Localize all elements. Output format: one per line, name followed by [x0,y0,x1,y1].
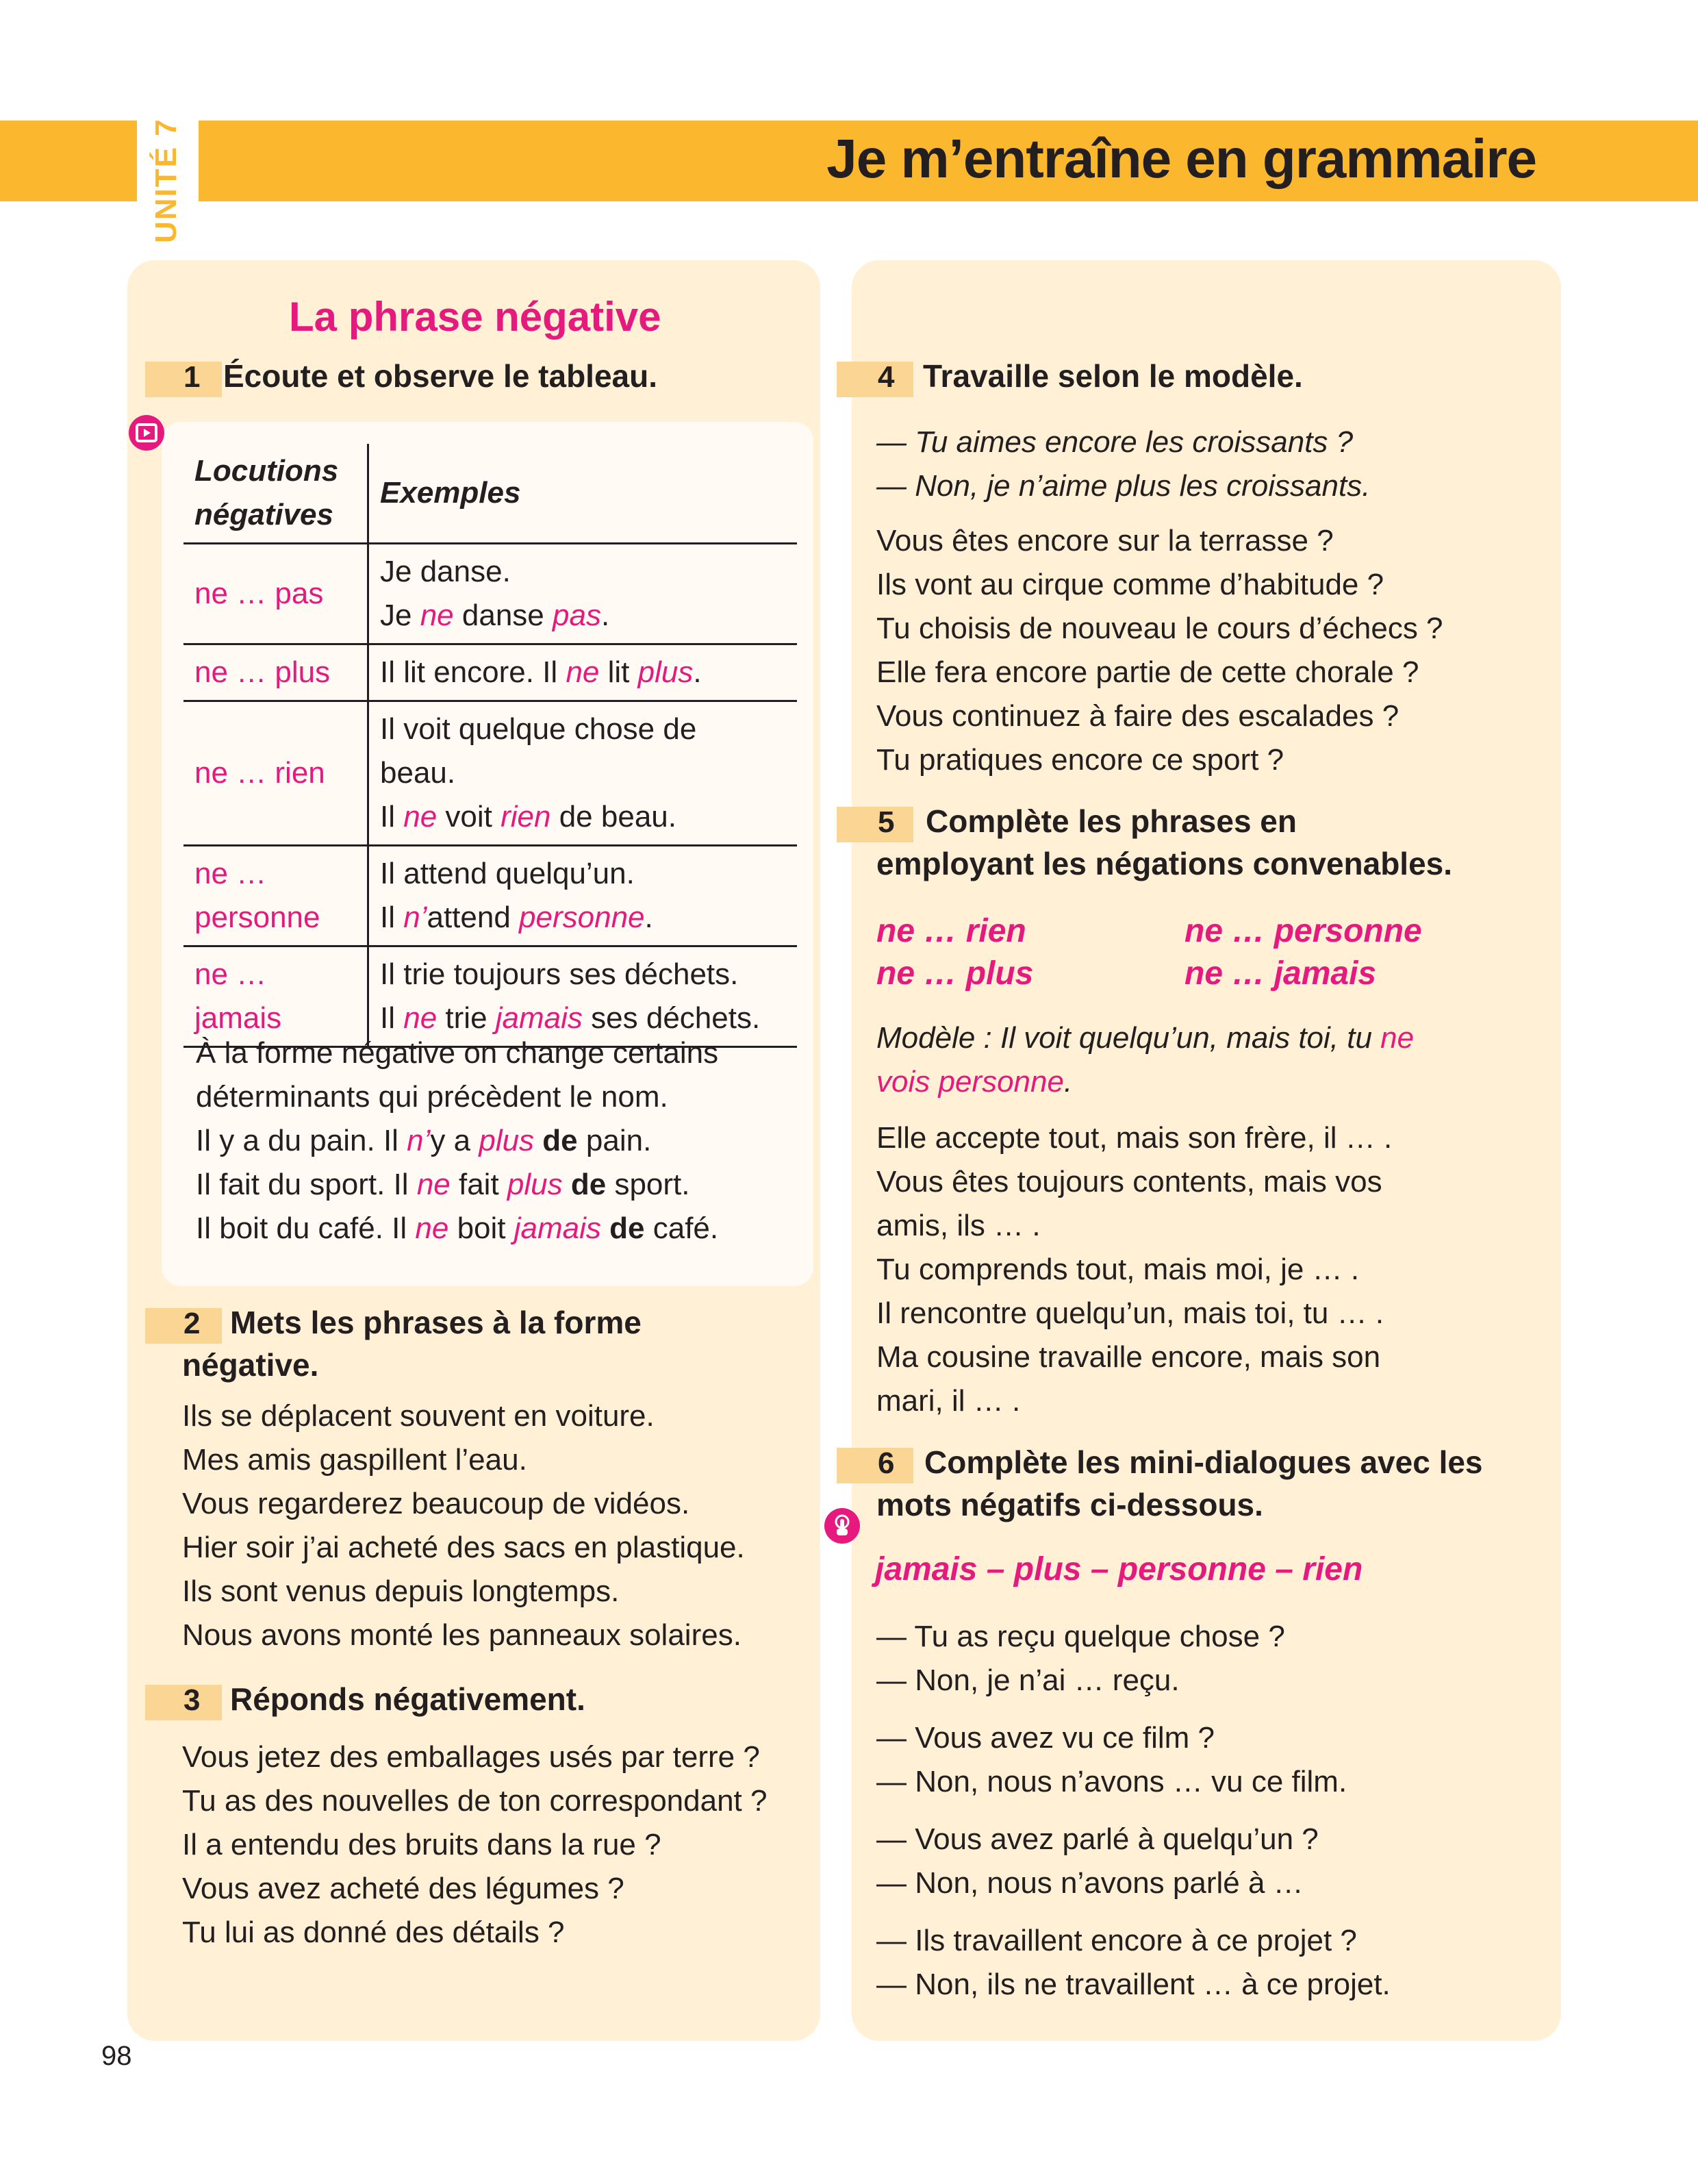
list-item: Tu lui as donné des détails ? [182,1916,565,1949]
dialogue-line: — Tu as reçu quelque chose ? [876,1620,1285,1653]
example-cell [368,701,798,846]
page-number: 98 [101,2041,132,2071]
text: café. [644,1212,719,1245]
negation-word: vois personne [876,1065,1064,1099]
text: Il boit du café. Il [196,1212,416,1245]
text: Je [380,599,420,632]
negation-word: ne [566,655,600,689]
exercise-6-number: 6 [878,1446,895,1480]
negation-table [183,444,797,1048]
exercise-2-title: Mets les phrases à la forme [230,1305,642,1340]
locution-line: ne … [194,857,267,890]
text: fait [450,1168,507,1201]
text: sport. [606,1168,690,1201]
exercise-2-title: négative. [182,1347,319,1383]
col1-header-line2: négatives [194,498,333,531]
list-item: Vous jetez des emballages usés par terre ? [182,1740,760,1774]
list-item: Tu comprends tout, mais moi, je … . [876,1253,1360,1286]
text: danse [453,599,553,632]
note-line: À la forme négative on change certains [196,1036,719,1070]
col1-header [183,444,368,544]
exercise-1-title: Écoute et observe le tableau. [223,358,658,394]
dialogue-line: — Non, ils ne travaillent … à ce projet. [876,1968,1391,2001]
list-item: Tu choisis de nouveau le cours d’échecs ? [876,612,1443,645]
dialogue-line: — Non, nous n’avons parlé à … [876,1866,1304,1900]
list-item: amis, ils … . [876,1209,1041,1242]
text: Modèle : Il voit quelqu’un, mais toi, tu [876,1021,1381,1055]
locution-cell: ne … pas [183,544,368,644]
list-item: Tu as des nouvelles de ton correspondant ? [182,1784,768,1818]
locution-line: ne … [194,957,267,991]
negation-word: ne [1380,1021,1415,1055]
text: de beau. [550,800,676,833]
list-item: Elle fera encore partie de cette chorale ? [876,655,1419,689]
list-item: Hier soir j’ai acheté des sacs en plastique. [182,1531,745,1564]
text: . [1063,1065,1073,1099]
list-item: Vous êtes encore sur la terrasse ? [876,524,1334,557]
note-example [196,1119,651,1163]
text: Il y a du pain. Il [196,1124,407,1157]
note-example [196,1163,690,1207]
list-item: Ils sont venus depuis longtemps. [182,1574,620,1608]
example-line [380,896,786,940]
list-item: Mes amis gaspillent l’eau. [182,1443,527,1477]
keyword: ne … rien [876,913,1026,949]
model-line [876,1016,1414,1060]
exercise-1-number: 1 [183,360,201,394]
col1-header-line1: Locutions [194,454,339,488]
list-item: Vous êtes toujours contents, mais vos [876,1165,1382,1198]
determiner: de [570,1168,607,1201]
exercise-3-number: 3 [183,1683,201,1717]
negation-word: pas [553,599,601,632]
text: Il [380,800,404,833]
text [601,1212,609,1245]
example-line: Il attend quelqu’un. [380,857,635,890]
table-row [183,644,797,701]
negation-word: ne [403,800,438,833]
dialogue-line: — Vous avez vu ce film ? [876,1721,1215,1755]
list-item: Vous regarderez beaucoup de vidéos. [182,1487,690,1520]
locution-cell: ne … rien [183,701,368,846]
negation-word: jamais [495,1001,583,1035]
list-item: Nous avons monté les panneaux solaires. [182,1618,742,1652]
list-item: Il a entendu des bruits dans la rue ? [182,1828,661,1861]
dialogue-line: — Ils travaillent encore à ce projet ? [876,1924,1357,1957]
example-line [380,795,786,839]
exercise-5-number: 5 [878,805,895,839]
dialogue-line: — Non, nous n’avons … vu ce film. [876,1765,1347,1798]
model-line: — Tu aimes encore les croissants ? [876,425,1354,459]
negation-word: n’ [403,901,427,934]
unit-label: UNITÉ 7 [149,118,183,243]
example-cell [368,846,798,946]
text: Il [380,901,404,934]
table-row [183,701,797,846]
text: ses déchets. [582,1001,761,1035]
keyword-list: jamais – plus – personne – rien [875,1551,1363,1587]
determiner: de [609,1212,645,1245]
exercise-5-title: employant les négations convenables. [876,846,1453,881]
model-line: — Non, je n’aime plus les croissants. [876,469,1371,503]
exercise-3-title: Réponds négativement. [230,1681,585,1717]
header-band-left [0,121,137,201]
example-cell [368,644,798,701]
video-icon[interactable] [129,415,164,451]
table-row [183,846,797,946]
list-item: Elle accepte tout, mais son frère, il … . [876,1121,1393,1155]
negation-word: jamais [514,1212,601,1245]
note-example [196,1207,718,1251]
table-header-row [183,444,797,544]
text: Il fait du sport. Il [196,1168,417,1201]
example-line: Il trie toujours ses déchets. [380,957,739,991]
exercise-4-number: 4 [878,360,895,394]
text: trie [437,1001,496,1035]
dialogue-line: — Vous avez parlé à quelqu’un ? [876,1822,1319,1856]
list-item: Ils vont au cirque comme d’habitude ? [876,568,1384,601]
negation-word: plus [479,1124,535,1157]
negation-word: ne [416,1168,451,1201]
exercise-2-number: 2 [183,1307,201,1340]
negation-word: ne [415,1212,449,1245]
list-item: Vous avez acheté des légumes ? [182,1872,624,1905]
text: voit [437,800,501,833]
example-cell [368,544,798,644]
col2-header: Exemples [380,476,521,510]
list-item: Il rencontre quelqu’un, mais toi, tu … . [876,1296,1384,1330]
exercise-4-number-box [837,362,913,397]
keyword: ne … plus [876,955,1034,992]
list-item: Vous continuez à faire des escalades ? [876,699,1399,733]
negation-word: n’ [407,1124,431,1157]
locution-cell: ne … plus [183,644,368,701]
negation-word: ne [403,1001,438,1035]
section-title: La phrase négative [289,294,661,340]
negation-word: plus [507,1168,563,1201]
list-item: mari, il … . [876,1384,1021,1418]
negation-word: plus [637,655,694,689]
example-line [380,594,786,638]
text [534,1124,542,1157]
page-title: Je m’entraîne en grammaire [826,128,1536,189]
locution-line: personne [194,901,320,934]
example-line: Je danse. [380,555,511,588]
exercise-4-title: Travaille selon le modèle. [923,358,1303,394]
text: Il [380,1001,404,1035]
negation-word: rien [500,800,551,833]
list-item: Tu pratiques encore ce sport ? [876,743,1284,777]
exercise-6-title: mots négatifs ci-dessous. [876,1487,1263,1522]
model-line [876,1060,1072,1104]
list-item: Ils se déplacent souvent en voiture. [182,1399,655,1433]
negation-word: personne [519,901,645,934]
example-line: Il voit quelque chose de [380,712,697,746]
dialogue-line: — Non, je n’ai … reçu. [876,1664,1180,1697]
exercise-6-title: Complète les mini-dialogues avec les [924,1444,1483,1480]
text: pain. [577,1124,652,1157]
text: . [600,599,610,632]
negation-word: ne [420,599,454,632]
text: y a [430,1124,479,1157]
text: attend [427,901,520,934]
list-item: Ma cousine travaille encore, mais son [876,1340,1381,1374]
note-line: déterminants qui précèdent le nom. [196,1080,668,1114]
determiner: de [542,1124,578,1157]
text: . [693,655,702,689]
text: lit [599,655,638,689]
locution-line: jamais [194,1001,282,1035]
exercise-5-number-box [837,807,913,842]
exercise-5-title: Complète les phrases en [926,803,1297,839]
example-line: beau. [380,756,456,790]
text: Il lit encore. Il [380,655,566,689]
text: boit [448,1212,514,1245]
text: . [644,901,653,934]
locution-cell [183,846,368,946]
keyword: ne … personne [1184,913,1422,949]
touch-icon[interactable] [824,1508,860,1544]
keyword: ne … jamais [1184,955,1377,992]
table-row [183,544,797,644]
text [563,1168,571,1201]
exercise-6-number-box [837,1448,913,1483]
